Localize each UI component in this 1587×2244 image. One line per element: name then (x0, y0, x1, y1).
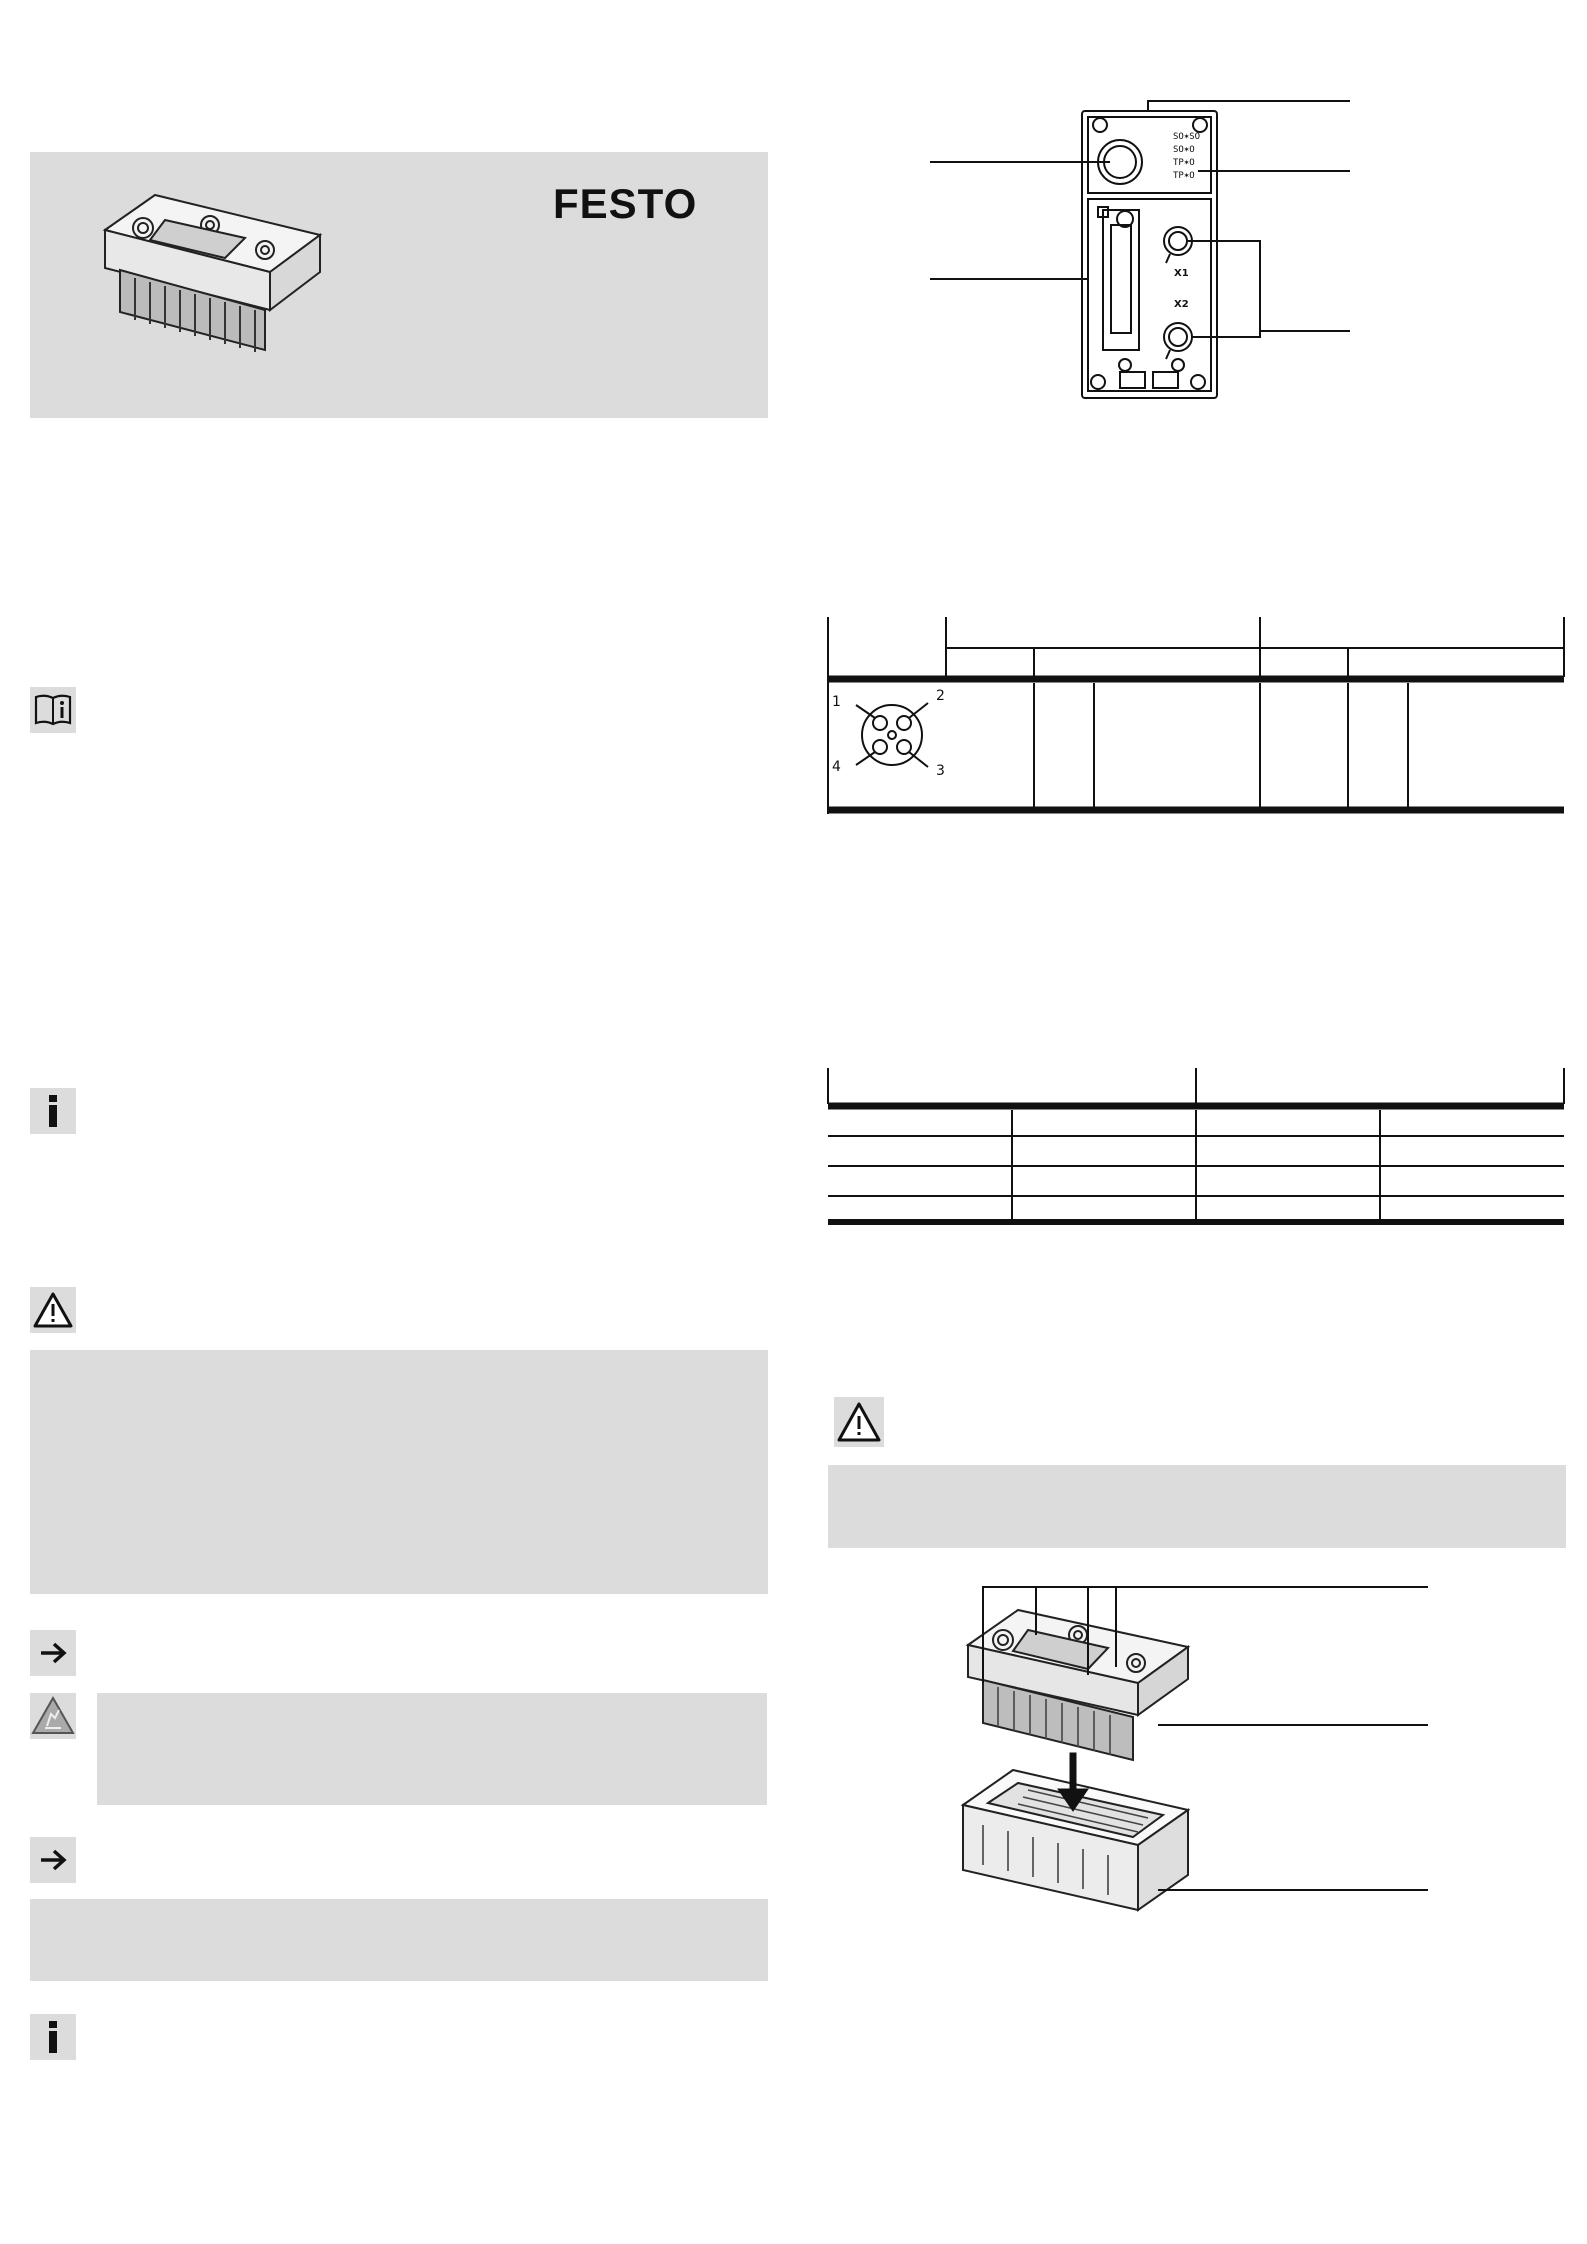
book-info-icon (30, 687, 76, 733)
esd-block (97, 1693, 767, 1805)
led-label-2: SO✶O (1173, 145, 1195, 155)
brand-logo: FESTO (553, 180, 698, 227)
led-label-3: TP✶O (1173, 158, 1195, 168)
note-block (30, 1899, 768, 1981)
port-x2-label: X2 (1174, 299, 1189, 310)
front-panel-diagram (930, 95, 1360, 405)
warning-icon (834, 1397, 884, 1447)
esd-icon (30, 1693, 76, 1739)
pin-table (826, 617, 1566, 814)
arrow-right-icon (30, 1630, 76, 1676)
spec-table (826, 1068, 1566, 1228)
pin-label-2: 2 (936, 688, 945, 704)
product-illustration (95, 180, 325, 370)
info-icon (30, 1088, 76, 1134)
arrow-right-icon (30, 1837, 76, 1883)
led-label-1: SO✶SO (1173, 132, 1201, 142)
warning-block (30, 1350, 768, 1594)
info-icon (30, 2014, 76, 2060)
port-x1-label: X1 (1174, 268, 1189, 279)
pin-label-3: 3 (936, 763, 945, 779)
warning-icon (30, 1287, 76, 1333)
warning-block-right (828, 1465, 1566, 1548)
pin-label-1: 1 (832, 694, 841, 710)
led-label-4: TP✶O (1173, 171, 1195, 181)
assembly-diagram (948, 1575, 1438, 1945)
pin-label-4: 4 (832, 759, 841, 775)
